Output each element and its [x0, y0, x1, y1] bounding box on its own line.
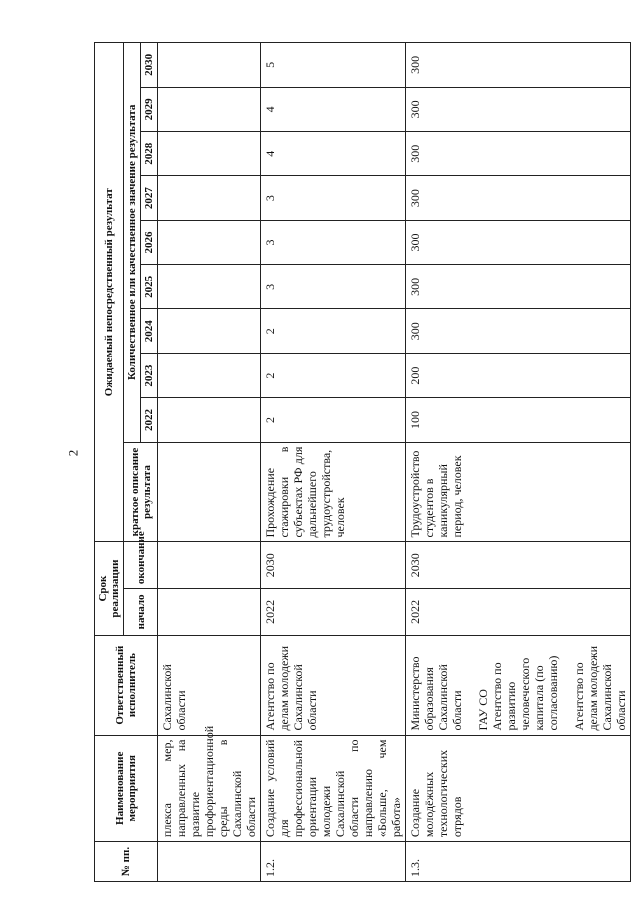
row-description: Трудоустройство студентов в каникулярный период, человек	[406, 442, 631, 542]
row-executor: Агентство по делам молодежи Сахалинской области	[261, 635, 406, 735]
header-year: 2025	[141, 265, 158, 309]
row-executor: Сахалинской области	[158, 635, 261, 735]
table-row	[158, 43, 261, 882]
row-value	[158, 87, 261, 131]
row-description	[158, 442, 261, 542]
row-num: 1.2.	[261, 842, 406, 882]
header-description: краткое описание результата	[124, 442, 158, 542]
row-value	[158, 43, 261, 88]
header-year: 2026	[141, 220, 158, 264]
header-end: окончание	[124, 542, 158, 589]
header-year: 2023	[141, 353, 158, 397]
row-value: 5	[261, 43, 406, 88]
row-start: 2022	[261, 589, 406, 636]
row-start	[158, 589, 261, 636]
header-period: Срок реализации	[95, 542, 124, 635]
header-year: 2027	[141, 176, 158, 220]
row-value	[158, 265, 261, 309]
row-executor: Министерство образования Сахалинской области	[408, 656, 464, 731]
row-value: 300	[406, 265, 631, 309]
row-num: 1.3.	[406, 842, 631, 882]
header-name: Наименование мероприятия	[95, 735, 158, 842]
row-value	[158, 220, 261, 264]
row-value: 300	[406, 176, 631, 220]
row-value	[158, 132, 261, 176]
row-name: Создание условий для профессиональной ориентации молодежи Сахалинской области по направлению «Больше, чем работа»	[261, 735, 406, 842]
row-value: 3	[261, 265, 406, 309]
row-value: 300	[406, 87, 631, 131]
row-value	[158, 309, 261, 353]
header-year: 2030	[141, 43, 158, 88]
row-value	[158, 176, 261, 220]
rotated-table-container	[94, 42, 628, 882]
row-end: 2030	[406, 542, 631, 589]
row-name: Создание молодёжных технологических отрядов	[406, 735, 631, 842]
row-executor: Агентство по делам молодежи Сахалинской области	[572, 645, 628, 731]
header-expected: Ожидаемый непосредственный результат	[95, 43, 124, 542]
row-value: 2	[261, 353, 406, 397]
row-value: 200	[406, 353, 631, 397]
header-year: 2022	[141, 398, 158, 442]
row-description: Прохождение стажировки в субъектах РФ для дальнейшего трудоустройства, человек	[261, 442, 406, 542]
row-start: 2022	[406, 589, 631, 636]
row-value: 300	[406, 43, 631, 88]
row-end	[158, 542, 261, 589]
row-value: 4	[261, 87, 406, 131]
row-value	[158, 353, 261, 397]
row-value: 4	[261, 132, 406, 176]
row-num	[158, 842, 261, 882]
row-value: 300	[406, 309, 631, 353]
header-num: № пп.	[95, 842, 158, 882]
header-start: начало	[124, 589, 158, 636]
measures-table	[94, 42, 631, 882]
row-value	[158, 398, 261, 442]
row-value: 2	[261, 398, 406, 442]
row-end: 2030	[261, 542, 406, 589]
row-value: 3	[261, 220, 406, 264]
row-executor: ГАУ СО Агентство по развитию человеческого капитала (по согласованию)	[476, 655, 560, 731]
row-name: плекса мер, направленных на развитие профориентационной среды в Сахалинской области	[158, 735, 261, 842]
table-row	[261, 43, 406, 882]
header-year: 2029	[141, 87, 158, 131]
row-value: 300	[406, 132, 631, 176]
header-year: 2028	[141, 132, 158, 176]
row-executor-cell	[406, 635, 631, 735]
row-value: 300	[406, 220, 631, 264]
row-value: 3	[261, 176, 406, 220]
page-number: 2	[65, 449, 81, 457]
header-year: 2024	[141, 309, 158, 353]
header-executor: Ответственный исполнитель	[95, 635, 158, 735]
row-value: 100	[406, 398, 631, 442]
table-row	[406, 43, 631, 882]
row-value: 2	[261, 309, 406, 353]
header-quant: Количественное или качественное значение результата	[124, 43, 141, 443]
